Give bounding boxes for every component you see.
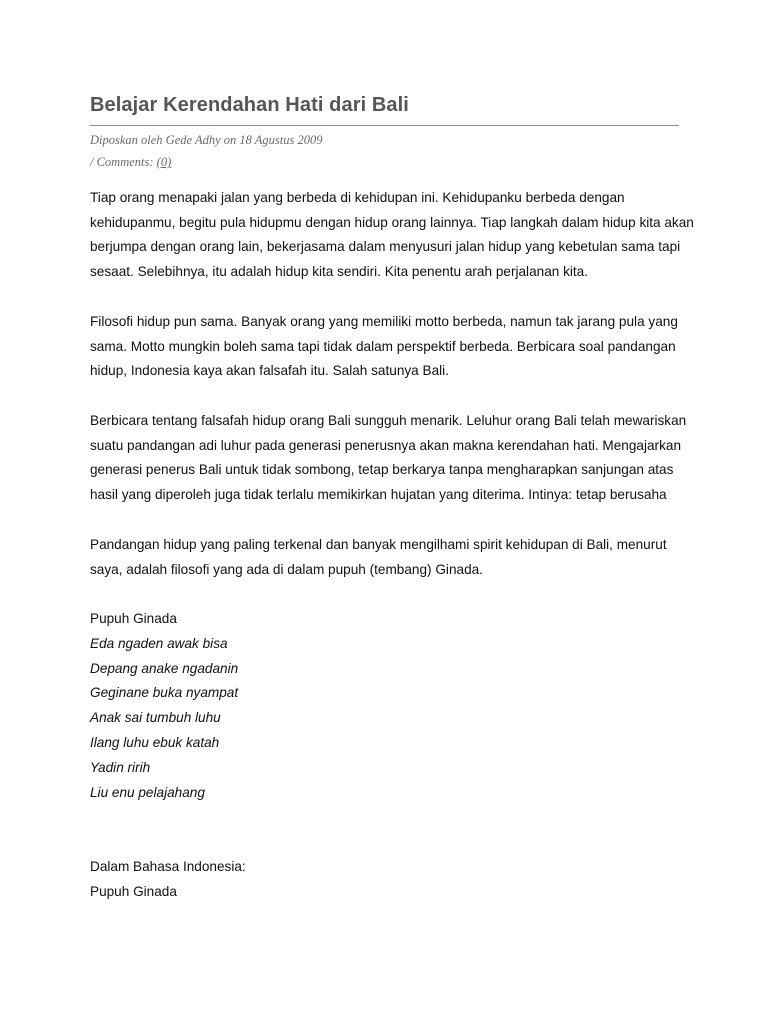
paragraph-2 — [90, 310, 680, 384]
paragraph-1 — [90, 186, 694, 285]
paragraph-line: Berbicara tentang falsafah hidup orang Bali sungguh menarik. Leluhur orang Bali telah mewariskan — [90, 413, 687, 428]
comments-label: / Comments: — [90, 155, 157, 169]
paragraph-line: generasi penerus Bali untuk tidak sombong, tetap berkarya tanpa mengharapkan sanjungan atas — [90, 462, 674, 478]
poem-block — [90, 607, 238, 805]
paragraph-line: Tiap orang menapaki jalan yang berbeda di kehidupan ini. Kehidupanku berbeda dengan — [90, 190, 625, 205]
poem-line: Anak sai tumbuh luhu — [90, 710, 221, 726]
paragraph-line: kehidupanmu, begitu pula hidupmu dengan hidup orang lainnya. Tiap langkah dalam hidup kita akan — [90, 214, 694, 230]
paragraph-line: hasil yang diperoleh juga tidak terlalu memikirkan hujatan yang diterima. Intinya: tetap berusaha — [90, 487, 667, 503]
translation-label: Dalam Bahasa Indonesia: — [90, 859, 246, 874]
poem-line: Ilang luhu ebuk katah — [90, 734, 220, 750]
post-comments — [90, 155, 171, 170]
paragraph-line: berjumpa dengan orang lain, bekerjasama dalam menyusuri jalan hidup yang kebetulan sama tapi — [90, 239, 681, 255]
post-title[interactable]: Belajar Kerendahan Hati dari Bali — [90, 94, 409, 116]
poem-line: Depang anake ngadanin — [90, 660, 239, 676]
paragraph-line: Filosofi hidup pun sama. Banyak orang yang memiliki motto berbeda, namun tak jarang pula yang — [90, 314, 678, 329]
comments-link[interactable]: (0) — [156, 155, 172, 169]
poem-line: Liu enu pelajahang — [90, 784, 205, 800]
paragraph-4 — [90, 533, 680, 582]
paragraph-line: saya, adalah filosofi yang ada di dalam pupuh (tembang) Ginada. — [90, 561, 483, 577]
poem-line: Yadin ririh — [90, 759, 151, 775]
paragraph-3 — [90, 409, 687, 508]
translation-heading: Pupuh Ginada — [90, 883, 177, 899]
paragraph-line: Pandangan hidup yang paling terkenal dan banyak mengilhami spirit kehidupan di Bali, menurut — [90, 537, 667, 552]
poem-line: Geginane buka nyampat — [90, 685, 239, 701]
paragraph-line: sesaat. Selebihnya, itu adalah hidup kita sendiri. Kita penentu arah perjalanan kita. — [90, 264, 589, 280]
paragraph-line: suatu pandangan adi luhur pada generasi penerusnya akan makna kerendahan hati. Mengajarkan — [90, 437, 682, 453]
translation-block — [90, 855, 246, 905]
paragraph-line: sama. Motto mungkin boleh sama tapi tidak dalam perspektif berbeda. Berbicara soal pandangan — [90, 338, 676, 354]
title-divider — [90, 125, 679, 126]
post-byline: Diposkan oleh Gede Adhy on 18 Agustus 2009 — [90, 133, 323, 147]
poem-line: Eda ngaden awak bisa — [90, 635, 228, 651]
poem-heading: Pupuh Ginada — [90, 611, 177, 626]
paragraph-line: hidup, Indonesia kaya akan falsafah itu. Salah satunya Bali. — [90, 363, 449, 379]
